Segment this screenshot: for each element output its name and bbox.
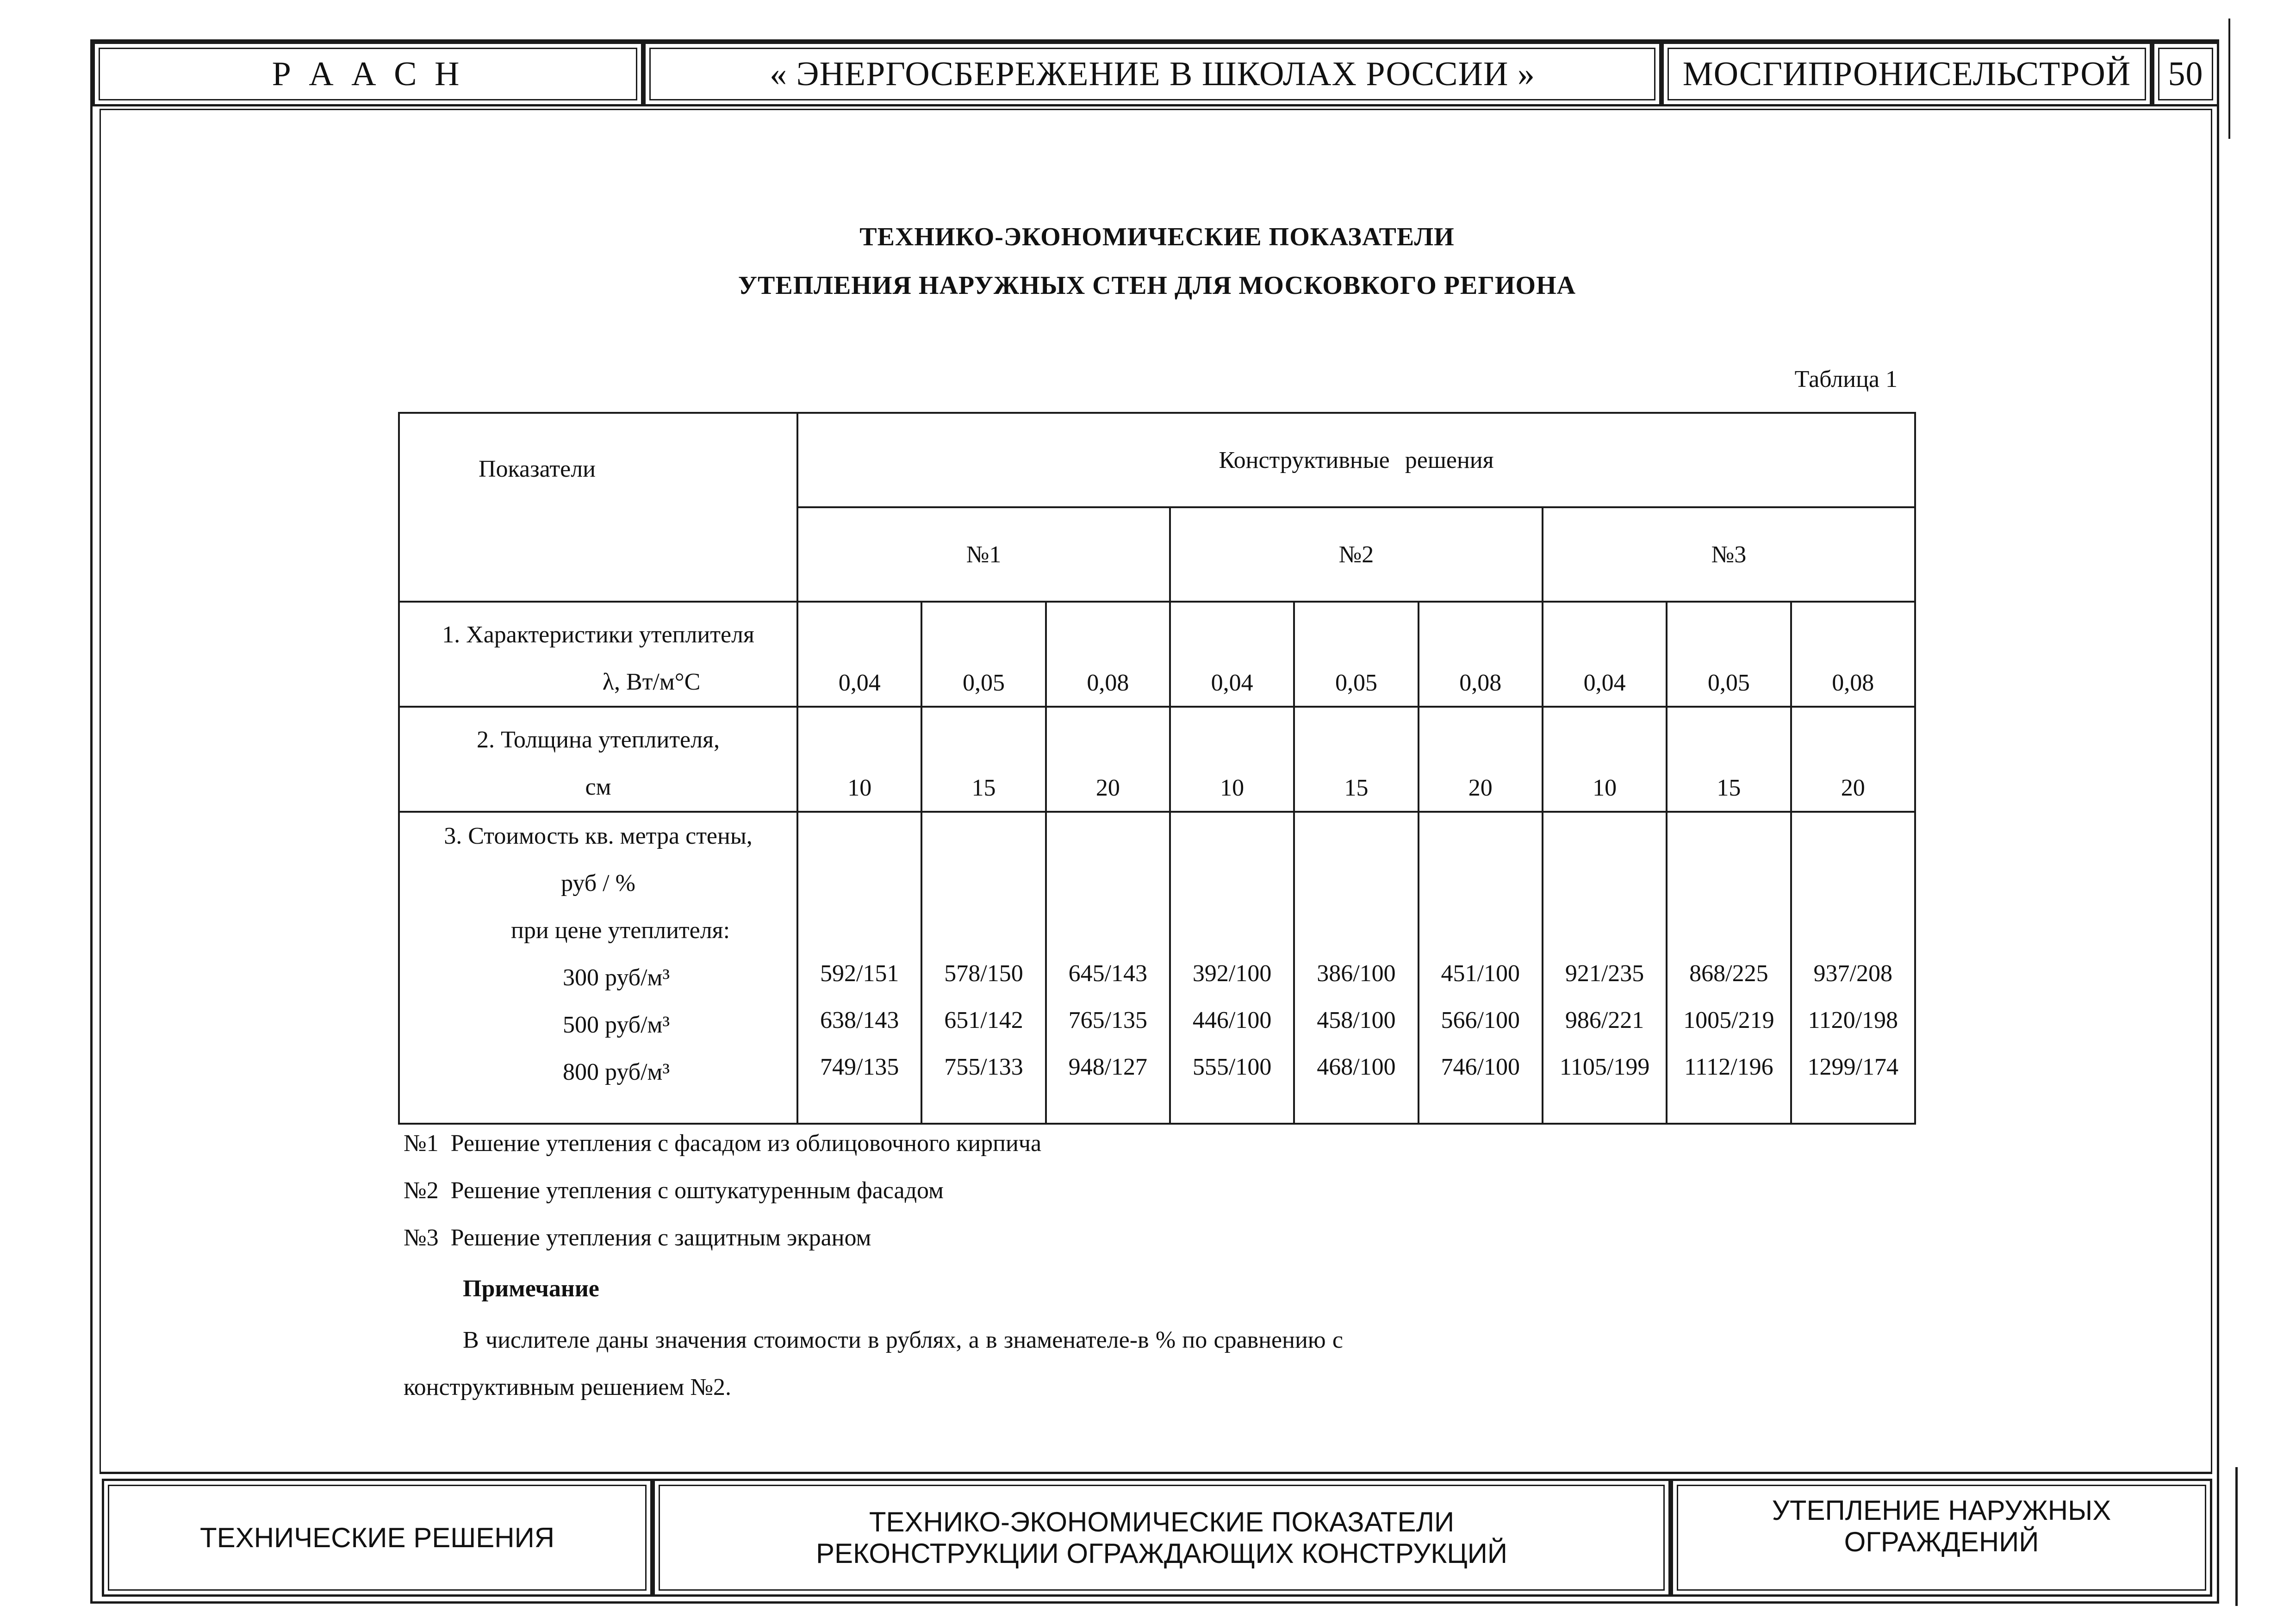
row-label-line: 3. Стоимость кв. метра стены, <box>444 823 753 849</box>
cost-value: 392/100 <box>1192 960 1272 987</box>
note-text: В числителе даны значения стоимости в рублях, а в знаменателе-в % по сравнению с конструктивным решением №2. <box>404 1327 1343 1400</box>
header-org <box>93 42 643 106</box>
footer-center-line: РЕКОНСТРУКЦИИ ОГРАЖДАЮЩИХ КОНСТРУКЦИЙ <box>816 1537 1507 1569</box>
table-cell: 0,05 <box>921 602 1045 707</box>
header-solutions-text: Конструктивные решения <box>1219 447 1494 473</box>
cost-value: 986/221 <box>1565 1007 1644 1033</box>
header-indicators <box>399 413 797 602</box>
cost-value: 1005/219 <box>1683 1007 1774 1033</box>
cost-value: 555/100 <box>1192 1054 1272 1080</box>
legend-item: №1 Решение утепления с фасадом из облицовочного кирпича <box>404 1130 1042 1157</box>
footer-right-text <box>1772 1495 2111 1558</box>
price-label: 500 руб/м³ <box>563 1012 670 1038</box>
cost-value: 1105/199 <box>1559 1054 1650 1080</box>
cost-value: 566/100 <box>1441 1007 1520 1033</box>
table-cell: 0,08 <box>1791 602 1915 707</box>
header-page <box>2152 42 2219 106</box>
table-cell: 0,08 <box>1419 602 1543 707</box>
row-label-line: 2. Толщина утеплителя, <box>477 727 720 753</box>
footer-left-text: ТЕХНИЧЕСКИЕ РЕШЕНИЯ <box>199 1522 555 1553</box>
table-cell: 0,04 <box>1543 602 1667 707</box>
table-cell: 0,05 <box>1667 602 1791 707</box>
title-line-1: ТЕХНИКО-ЭКОНОМИЧЕСКИЕ ПОКАЗАТЕЛИ <box>859 223 1455 251</box>
cost-value: 651/142 <box>944 1007 1023 1033</box>
table-cell: 20 <box>1419 707 1543 812</box>
header-project-text: « ЭНЕРГОСБЕРЕЖЕНИЕ В ШКОЛАХ РОССИИ » <box>770 55 1535 93</box>
table-cell: 0,08 <box>1046 602 1170 707</box>
cost-value: 746/100 <box>1441 1054 1520 1080</box>
cost-cell <box>1046 812 1170 1124</box>
footer-left <box>102 1479 653 1597</box>
cost-cell <box>1170 812 1294 1124</box>
row-label-cost <box>399 812 797 1124</box>
price-label: 800 руб/м³ <box>563 1059 670 1085</box>
header-org-text: Р А А С Н <box>272 55 464 93</box>
header-company-text: МОСГИПРОНИСЕЛЬСТРОЙ <box>1682 55 2131 93</box>
table-cell: 15 <box>1294 707 1418 812</box>
cost-value: 638/143 <box>820 1007 899 1033</box>
legend-item: №3 Решение утепления с защитным экраном <box>404 1225 871 1251</box>
row-label-thickness <box>399 707 797 812</box>
cost-value: 765/135 <box>1068 1007 1148 1033</box>
solution-3-header: №3 <box>1543 507 1915 602</box>
row-label-line: 1. Характеристики утеплителя <box>442 622 754 648</box>
cost-cell <box>1667 812 1791 1124</box>
footer-right-line: УТЕПЛЕНИЕ НАРУЖНЫХ <box>1772 1495 2111 1526</box>
cost-value: 468/100 <box>1317 1054 1396 1080</box>
indicators-table <box>398 412 1916 1125</box>
row-label-conductivity <box>399 602 797 707</box>
cost-value: 937/208 <box>1813 960 1892 987</box>
cost-value: 749/135 <box>820 1054 899 1080</box>
cost-value: 451/100 <box>1441 960 1520 987</box>
footer-right-line: ОГРАЖДЕНИЙ <box>1844 1526 2039 1557</box>
header-company <box>1661 42 2152 106</box>
table-cell: 0,04 <box>1170 602 1294 707</box>
footer-right <box>1671 1479 2212 1597</box>
table-cell: 0,05 <box>1294 602 1418 707</box>
header-project <box>643 42 1661 106</box>
header-solutions <box>797 413 1915 507</box>
legend-item: №2 Решение утепления с оштукатуренным фасадом <box>404 1177 944 1204</box>
solution-1-header: №1 <box>797 507 1170 602</box>
table-row-conductivity <box>399 602 1915 707</box>
row-label-line: см <box>585 774 611 800</box>
row-label-line: руб / % <box>561 870 635 896</box>
row-label-line: λ, Вт/м°С <box>602 669 701 695</box>
cost-value: 948/127 <box>1068 1054 1148 1080</box>
header-indicators-text: Показатели <box>479 456 596 482</box>
cost-value: 755/133 <box>944 1054 1023 1080</box>
table-label: Таблица 1 <box>1794 366 1898 392</box>
cost-value: 1299/174 <box>1807 1054 1898 1080</box>
cost-cell <box>1543 812 1667 1124</box>
page-number: 50 <box>2168 55 2203 93</box>
note-title: Примечание <box>463 1276 599 1302</box>
cost-cell <box>797 812 921 1124</box>
cost-cell <box>921 812 1045 1124</box>
edge-mark <box>2228 19 2230 139</box>
row-label-line: при цене утеплителя: <box>511 917 730 944</box>
edge-mark <box>2235 1467 2238 1606</box>
cost-value: 578/150 <box>944 960 1023 987</box>
table-cell: 15 <box>1667 707 1791 812</box>
table-row-cost <box>399 812 1915 1124</box>
table-cell: 10 <box>1170 707 1294 812</box>
footer-divider <box>100 1472 2212 1474</box>
cost-cell <box>1791 812 1915 1124</box>
cost-value: 1112/196 <box>1684 1054 1773 1080</box>
table-cell: 20 <box>1046 707 1170 812</box>
cost-cell <box>1419 812 1543 1124</box>
footer-center-text <box>816 1506 1507 1569</box>
footer-center-line: ТЕХНИКО-ЭКОНОМИЧЕСКИЕ ПОКАЗАТЕЛИ <box>869 1506 1455 1537</box>
table-cell: 0,04 <box>797 602 921 707</box>
cost-value: 458/100 <box>1317 1007 1396 1033</box>
cost-value: 645/143 <box>1068 960 1148 987</box>
cost-value: 386/100 <box>1317 960 1396 987</box>
solutions-legend <box>404 1120 1041 1262</box>
table-cell: 10 <box>797 707 921 812</box>
cost-value: 1120/198 <box>1808 1007 1898 1033</box>
table-cell: 10 <box>1543 707 1667 812</box>
cost-value: 446/100 <box>1192 1007 1272 1033</box>
table-cell: 15 <box>921 707 1045 812</box>
table-cell: 20 <box>1791 707 1915 812</box>
cost-value: 921/235 <box>1565 960 1644 987</box>
cost-value: 592/151 <box>820 960 899 987</box>
price-label: 300 руб/м³ <box>563 964 670 991</box>
solution-2-header: №2 <box>1170 507 1543 602</box>
table-row-thickness <box>399 707 1915 812</box>
footer-center <box>653 1479 1671 1597</box>
cost-value: 868/225 <box>1689 960 1768 987</box>
title-line-2: УТЕПЛЕНИЯ НАРУЖНЫХ СТЕН ДЛЯ МОСКОВКОГО РЕГИОНА <box>738 271 1576 300</box>
cost-cell <box>1294 812 1418 1124</box>
